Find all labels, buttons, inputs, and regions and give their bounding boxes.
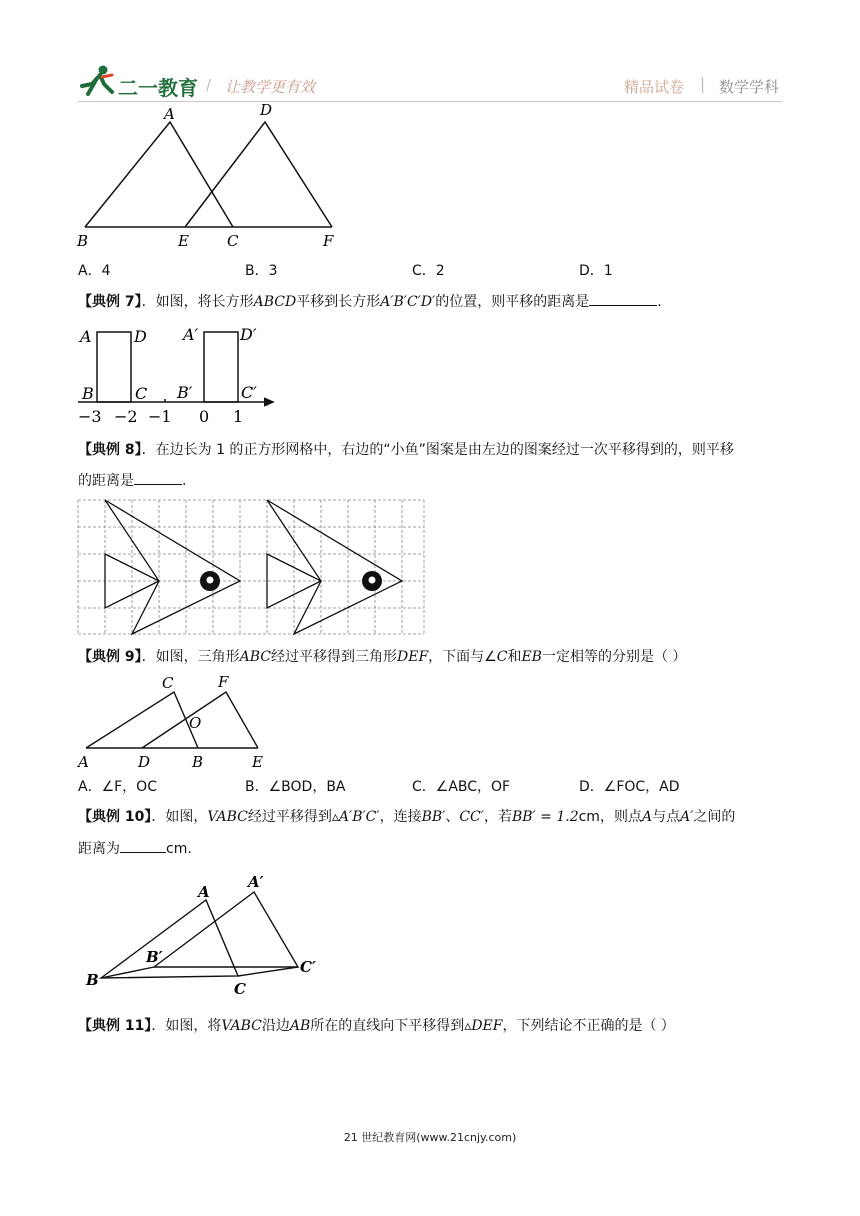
q7-question: 【典例 7】．如图，将长方形ABCD平移到长方形A′B′C′D′的位置，则平移的距离是 . xyxy=(78,291,662,312)
q6-option-b: B．3 xyxy=(245,263,278,279)
label-A-prime: A′ xyxy=(183,325,199,344)
label-C: C xyxy=(135,384,148,403)
label-B: B xyxy=(77,232,89,250)
label-D: D xyxy=(138,753,151,771)
label-D: D xyxy=(134,327,147,346)
label-B: B xyxy=(86,971,99,989)
q9-option-c: C．∠ABC，OF xyxy=(412,779,511,795)
q9-option-b: B．∠BOD，BA xyxy=(245,779,346,795)
q10-question-line2: 距离为 cm. xyxy=(78,838,192,859)
q8-answer-blank[interactable] xyxy=(134,470,182,485)
q8-question-line1: 【典例 8】．在边长为 1 的正方形网格中，右边的“小鱼”图案是由左边的图案经过一次平移得到的，则平移 xyxy=(78,442,734,458)
label-B-prime: B′ xyxy=(146,948,163,966)
q6-option-d: D．1 xyxy=(579,263,613,279)
label-O: O xyxy=(189,714,202,732)
label-F: F xyxy=(323,232,334,250)
figure-two-triangles xyxy=(70,100,350,250)
q6-option-a: A．4 xyxy=(78,263,111,279)
figure-rectangles-number-line xyxy=(76,318,281,430)
header-slash: / xyxy=(206,76,212,94)
footer-text: 21 世纪教育网(www.21cnjy.com) xyxy=(343,1131,517,1144)
header-subject: 数学学科 xyxy=(719,78,780,96)
q9-question: 【典例 9】．如图，三角形ABC经过平移得到三角形DEF，下面与∠C和EB一定相等的分别是（ ） xyxy=(78,649,687,665)
q9-option-d: D．∠FOC，AD xyxy=(579,779,680,795)
q8-question-line2: 的距离是 . xyxy=(78,470,186,491)
q9-tag: 【典例 9】 xyxy=(78,649,142,665)
label-D: D xyxy=(260,101,273,119)
q9-option-a: A．∠F，OC xyxy=(78,779,157,795)
label-B-prime: B′ xyxy=(177,383,193,402)
q11-question: 【典例 11】．如图，将VABC沿边AB所在的直线向下平移得到▵DEF，下列结论不正确的是（ ） xyxy=(78,1018,675,1034)
logo-icon xyxy=(78,64,118,98)
label-F: F xyxy=(218,673,229,691)
figure-translated-triangles xyxy=(76,672,276,772)
header-right-sep: | xyxy=(700,75,706,93)
header xyxy=(78,62,782,102)
label-C-prime: C′ xyxy=(241,383,257,402)
logo-text: 二一教育 xyxy=(118,76,198,100)
q10-answer-blank[interactable] xyxy=(120,838,166,853)
tick-label: −3 xyxy=(78,407,102,426)
label-C: C xyxy=(227,232,239,250)
q11-tag: 【典例 11】 xyxy=(78,1018,152,1034)
label-B: B xyxy=(192,753,204,771)
q10-question-line1: 【典例 10】．如图，VABC经过平移得到▵A′B′C′，连接BB′、CC′，若BB′ = 1.2cm，则点A与点A′之间的 xyxy=(78,809,736,825)
rect-abcd-prime: A′B′C′D′ xyxy=(380,294,436,310)
q7-answer-blank[interactable] xyxy=(589,291,657,306)
q8-tag: 【典例 8】 xyxy=(78,442,142,458)
tick-label: −2 xyxy=(114,407,138,426)
label-A-prime: A′ xyxy=(248,873,264,891)
label-A: A xyxy=(80,327,92,346)
q10-tag: 【典例 10】 xyxy=(78,809,152,825)
label-C: C xyxy=(162,674,174,692)
label-E: E xyxy=(178,232,189,250)
rect-abcd: ABCD xyxy=(253,294,297,310)
q6-option-c: C．2 xyxy=(412,263,445,279)
label-D-prime: D′ xyxy=(240,325,257,344)
figure-fish-grid xyxy=(76,498,428,638)
label-A: A xyxy=(78,753,89,771)
label-B: B xyxy=(82,384,94,403)
figure-translated-triangle-abc xyxy=(80,868,330,1000)
label-A: A xyxy=(198,883,210,901)
tick-label: 0 xyxy=(199,407,210,426)
label-C: C xyxy=(234,980,246,998)
label-A: A xyxy=(164,105,175,123)
header-slogan: 让教学更有效 xyxy=(225,78,316,96)
header-right-label: 精品试卷 xyxy=(624,78,685,96)
label-E: E xyxy=(252,753,263,771)
tick-label: −1 xyxy=(148,407,172,426)
tick-label: 1 xyxy=(233,407,244,426)
q7-tag: 【典例 7】 xyxy=(78,294,142,310)
label-C-prime: C′ xyxy=(300,958,316,976)
